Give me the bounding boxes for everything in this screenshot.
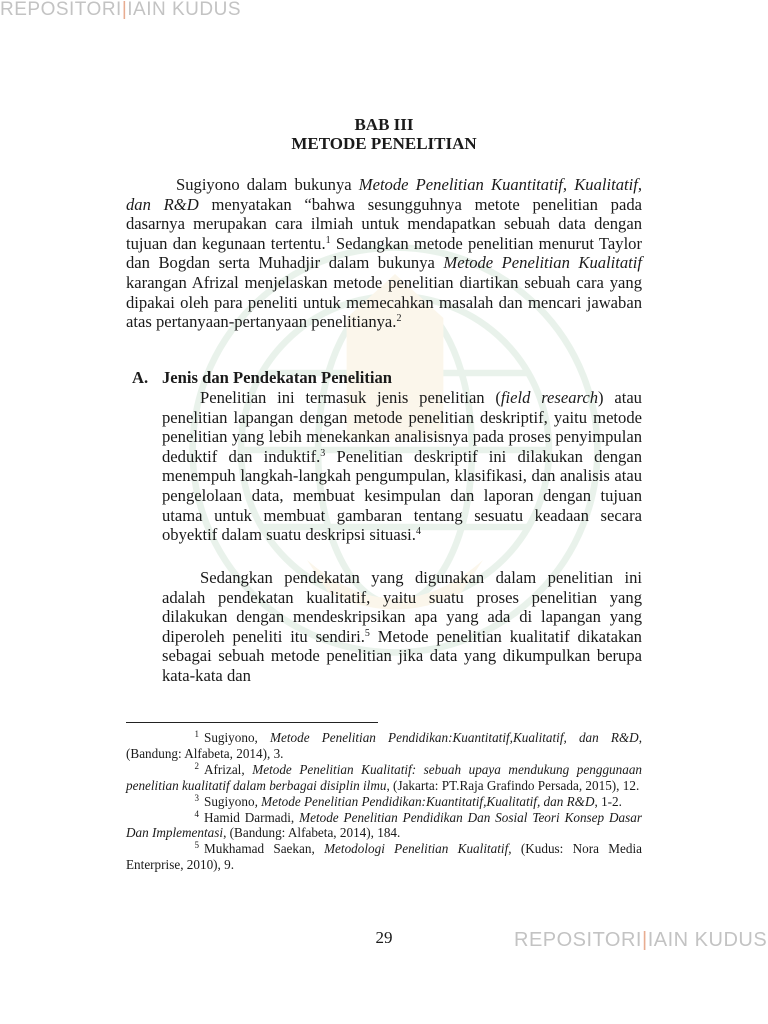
text-run: , (Bandung: Alfabeta, 2014), 184. — [223, 825, 401, 841]
text-run: , (Kudus: Nora Media Enterprise, 2010), 9. — [126, 841, 642, 873]
footnote-ref: 1 — [325, 234, 331, 246]
text-run: Afrizal, — [204, 761, 253, 777]
text-run: Penelitian deskriptif ini dilakukan dengan menempuh langkah-langkah pengumpulan, klasifikasi, dan analisis atau pengelolaan data, membuat kesimpulan dan laporan dengan tujuan utama untuk membuat gambaran tentang sesuatu keadaan secara obyektif dalam suatu deskripsi situasi. — [162, 446, 642, 545]
text-run: Penelitian ini termasuk jenis penelitian ( — [200, 388, 501, 407]
footnote-item: 3 Sugiyono, Metode Penelitian Pendidikan:Kuantitatif,Kualitatif, dan R&D, 1-2. — [194, 792, 622, 809]
footnote-ref: 5 — [364, 627, 370, 639]
footnote-item: 1 Sugiyono, Metode Penelitian Pendidikan:Kuantitatif,Kualitatif, dan R&D, (Bandung: Alfabeta, 2014), 3. — [126, 729, 643, 761]
watermark-separator: | — [642, 929, 648, 951]
italic-text: , Metode Penelitian Pendidikan:Kuantitatif,Kualitatif, dan R&D — [254, 793, 595, 809]
text-run: karangan Afrizal menjelaskan metode penelitian diartikan sebuah cara yang dipakai oleh para peneliti untuk memecahkan masalah dan mencari jawaban atas pertanyaan-pertanyaan penelitianya. — [126, 272, 642, 332]
text-run: Mukhamad Saekan, — [204, 841, 325, 857]
page-number: 29 — [375, 928, 393, 947]
text-run: Hamid Darmadi, — [204, 809, 300, 825]
watermark-brand: REPOSITORI — [0, 0, 122, 20]
watermark-brand: REPOSITORI — [514, 929, 642, 951]
text-run: , (Bandung: Alfabeta, 2014), 3. — [126, 730, 643, 761]
chapter-title: METODE PENELITIAN — [291, 134, 477, 153]
footnote-divider — [126, 722, 378, 723]
italic-text: Metode Penelitian Pendidikan Dan Sosial Teori Konsep Dasar Dan Implementasi — [126, 809, 642, 841]
text-run: menyatakan “bahwa sesungguhnya metote penelitian pada dasarnya merupakan cara ilmiah untuk mendapatkan sebuah data dengan tujuan dan kegunaan tertentu. — [126, 194, 642, 253]
text-run: Metode penelitian kualitatif dikatakan sebagai sebuah metode penelitian jika data yang dikumpulkan berupa kata-kata dan — [162, 626, 642, 685]
watermark-institution: IAIN KUDUS — [647, 929, 768, 951]
section-a-title: Jenis dan Pendekatan Penelitian — [162, 368, 393, 387]
repository-watermark-bottom — [514, 929, 767, 952]
section-a-paragraph-2 — [162, 568, 642, 686]
section-a-heading — [132, 368, 392, 388]
text-run: Sugiyono dalam bukunya — [176, 175, 359, 194]
text-run: Sedangkan metode penelitian menurut Taylor dan Bogdan serta Muhadjir dalam bukunya — [126, 233, 643, 273]
text-run: Sugiyono — [204, 793, 255, 809]
italic-text: Metode Penelitian Kuantitatif, Kualitatif, dan R&D — [126, 175, 642, 214]
section-a-label: A. — [132, 368, 149, 387]
watermark-separator: | — [121, 0, 128, 20]
italic-text: Metode Penelitian Kualitatif: sebuah upaya mendukung penggunaan penelitian kualitatif dalam berbagai disiplin ilmu — [126, 761, 643, 793]
chapter-label: BAB III — [354, 115, 414, 134]
text-run: , (Jakarta: PT.Raja Grafindo Persada, 2015), 12. — [386, 777, 640, 793]
watermark-institution: IAIN KUDUS — [127, 0, 242, 20]
footnote-item: 4 Hamid Darmadi, Metode Penelitian Pendidikan Dan Sosial Teori Konsep Dasar Dan Implementasi, (Bandung: Alfabeta, 2014), 184. — [126, 808, 642, 841]
intro-paragraph — [126, 175, 642, 332]
repository-watermark-top — [0, 0, 241, 21]
italic-text: Metode Penelitian Kualitatif — [443, 253, 642, 273]
italic-text: Metode Penelitian Pendidikan:Kuantitatif,Kualitatif, dan R&D — [270, 730, 639, 745]
text-run: ) atau penelitian lapangan dengan metode penelitian deskriptif, yaitu metode penelitian yang lebih menekankan analisisnya pada proses penyimpulan deduktif dan induktif. — [162, 388, 642, 466]
footnote-item: 2 Afrizal, Metode Penelitian Kualitatif: sebuah upaya mendukung penggunaan penelitian kualitatif dalam berbagai disiplin ilmu, (Jakarta: PT.Raja Grafindo Persada, 2015), 12. — [126, 760, 643, 793]
footnote-ref: 4 — [415, 526, 421, 538]
text-run: , 1-2. — [594, 793, 622, 809]
footnote-item: 5 Mukhamad Saekan, Metodologi Penelitian Kualitatif, (Kudus: Nora Media Enterprise, 2010), 9. — [126, 840, 642, 873]
text-run: Sedangkan pendekatan yang digunakan dalam penelitian ini adalah pendekatan kualitatif, yaitu suatu proses penelitian yang dilakukan dengan mendeskripsikan apa yang ada di lapangan yang diperoleh peneliti itu sendiri. — [162, 568, 642, 646]
footnotes — [126, 730, 642, 873]
section-a-paragraph-1 — [162, 388, 642, 545]
text-run: Sugiyono, — [204, 730, 271, 745]
italic-text: field research — [500, 388, 599, 407]
footnote-ref: 3 — [320, 447, 326, 459]
italic-text: Metodologi Penelitian Kualitatif — [324, 841, 509, 857]
footnote-ref: 2 — [396, 313, 402, 325]
